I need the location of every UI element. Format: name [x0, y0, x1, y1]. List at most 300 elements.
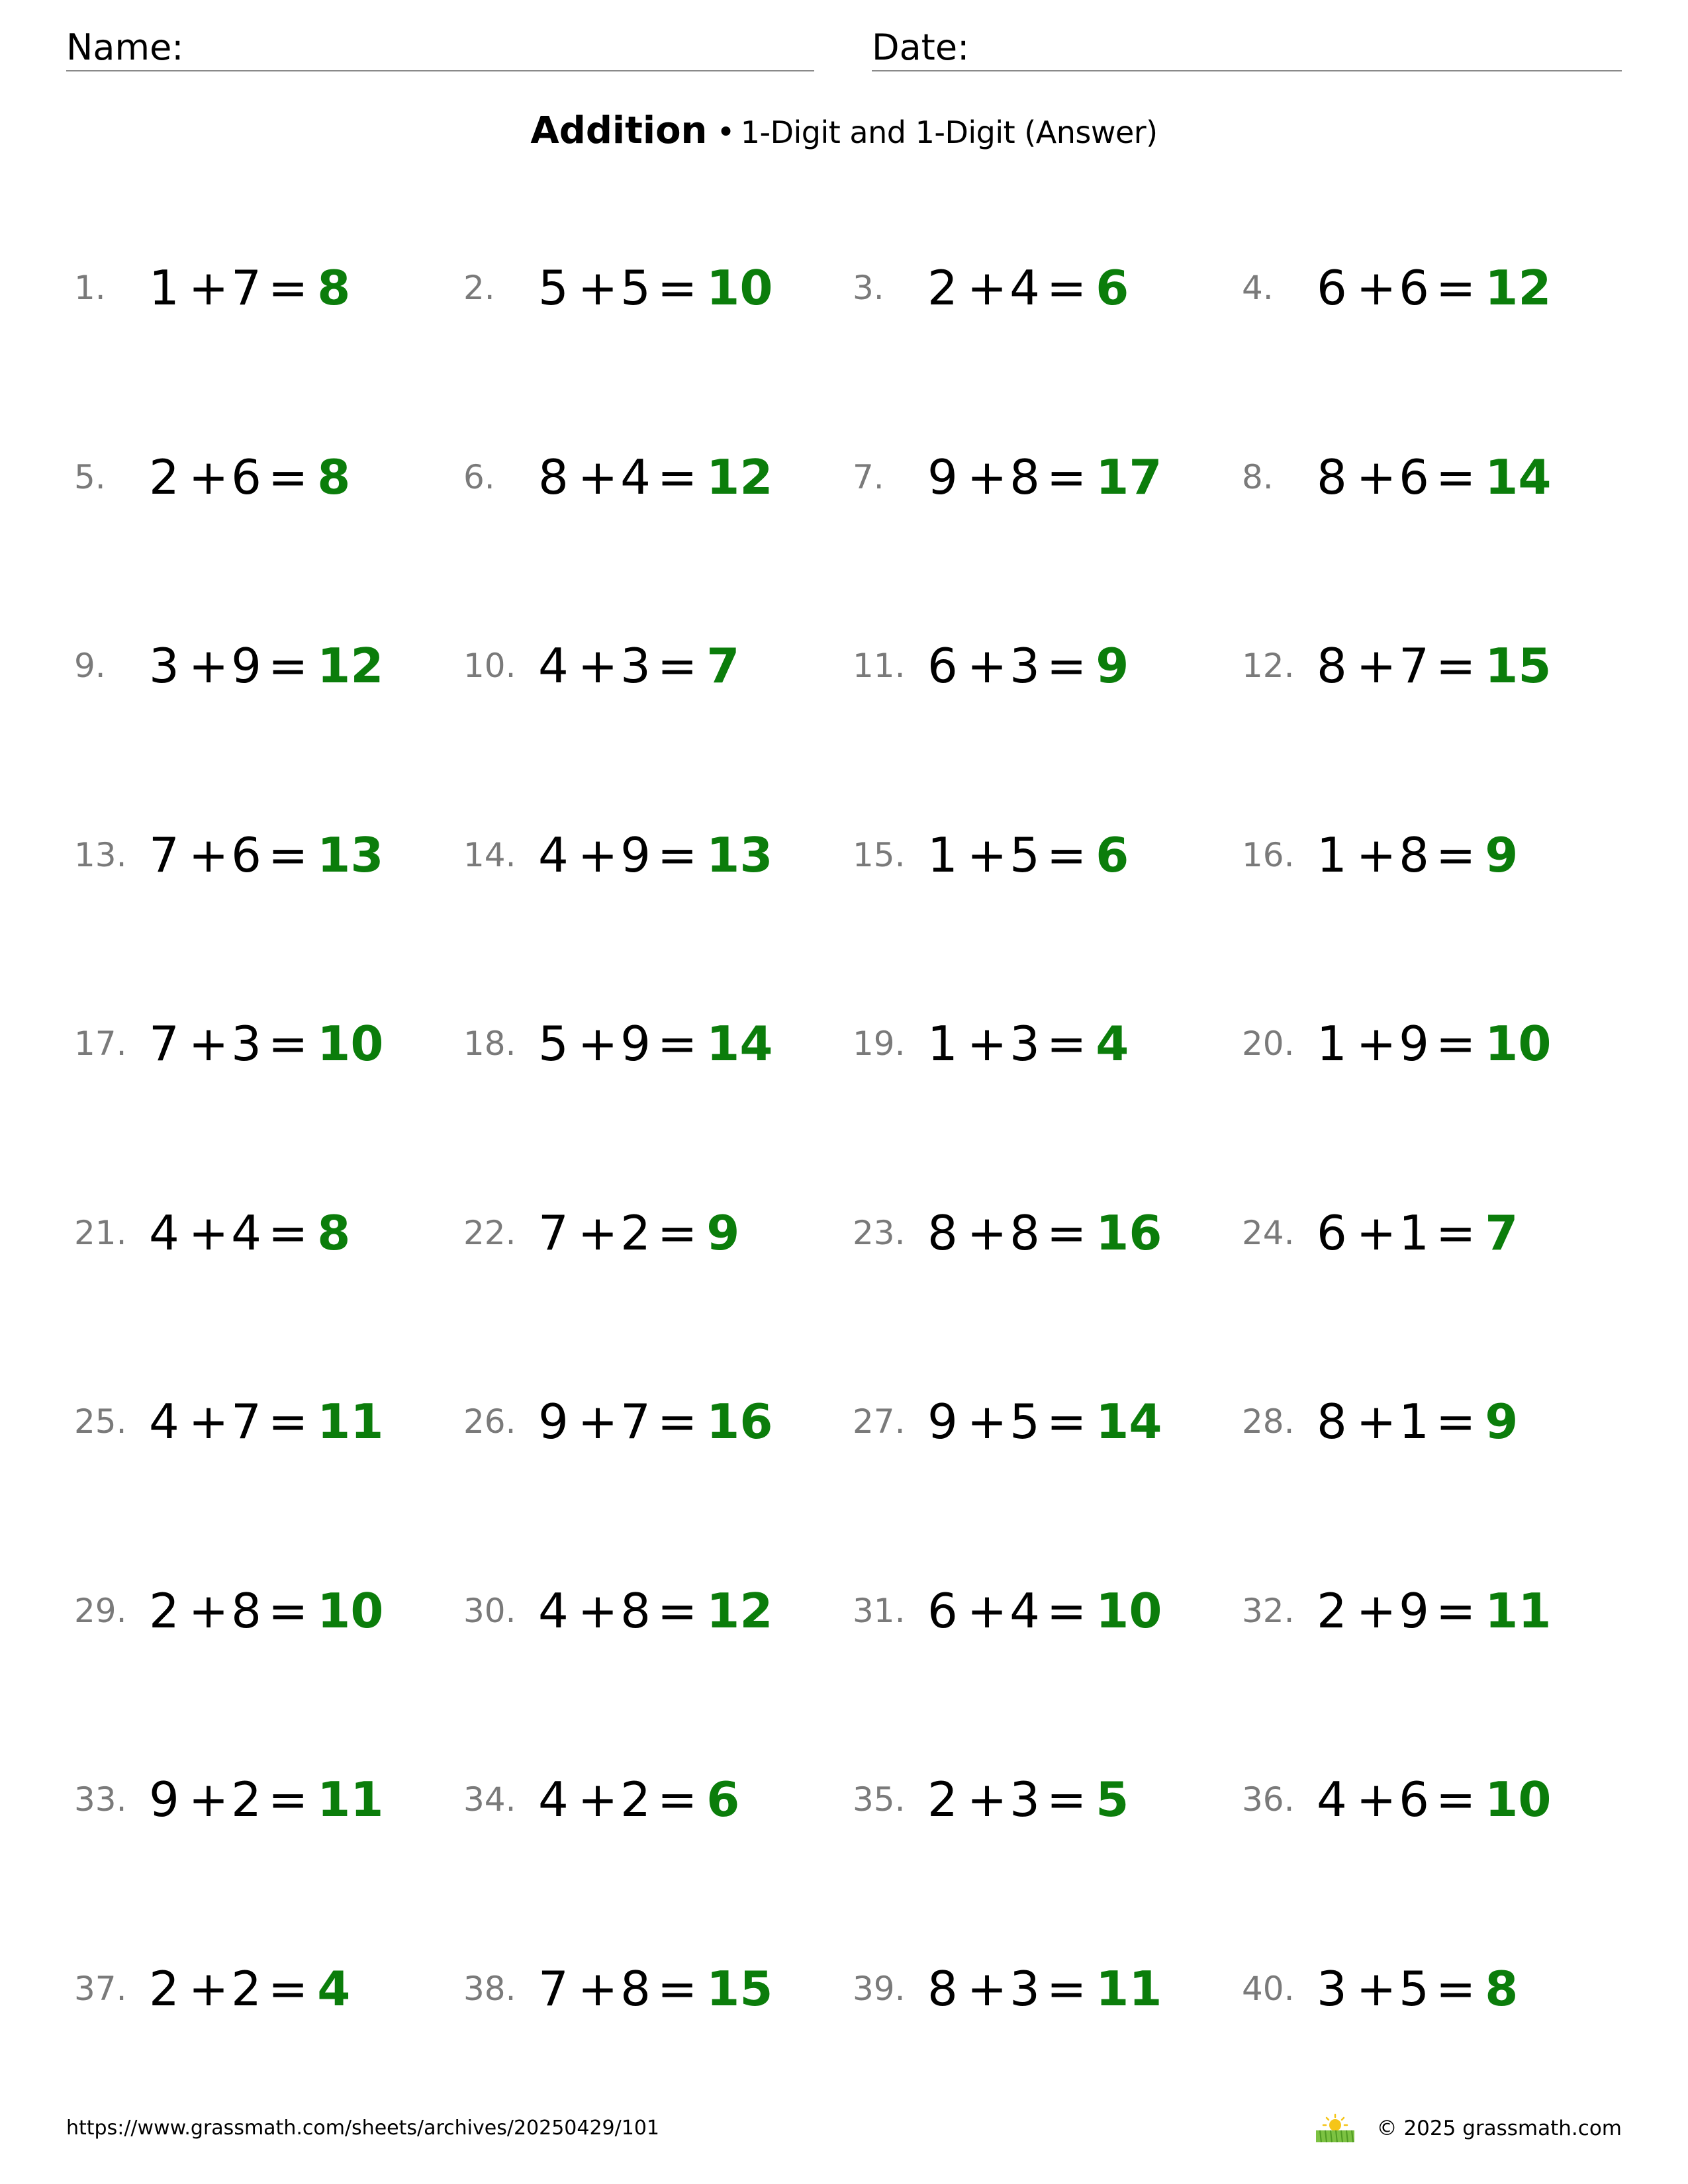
answer: 14 — [706, 1016, 773, 1071]
addend-a: 8 — [927, 1205, 958, 1261]
problem-item — [463, 819, 853, 891]
addend-b: 3 — [231, 1016, 261, 1071]
problem-number: 18. — [463, 1024, 516, 1063]
addend-b: 9 — [620, 827, 651, 883]
answer: 9 — [1485, 1394, 1519, 1449]
problem-number: 11. — [853, 647, 906, 685]
problem-item — [463, 251, 853, 324]
addend-b: 3 — [1009, 1016, 1040, 1071]
addend-a: 6 — [1317, 260, 1347, 316]
addend-a: 2 — [1317, 1582, 1347, 1639]
answer: 15 — [1485, 638, 1552, 694]
addend-b: 9 — [1399, 1582, 1429, 1639]
addend-b: 1 — [1399, 1394, 1429, 1449]
equals-sign: = — [657, 1016, 698, 1071]
problem-expression — [1317, 1583, 1485, 1639]
plus-operator: + — [577, 827, 618, 883]
addend-b: 9 — [620, 1016, 651, 1071]
equals-sign: = — [1046, 827, 1087, 883]
plus-operator: + — [188, 260, 229, 316]
plus-operator: + — [966, 1772, 1008, 1827]
addend-a: 5 — [538, 260, 569, 316]
problem-item — [853, 1197, 1242, 1269]
addend-a: 4 — [149, 1394, 179, 1449]
equals-sign: = — [1046, 1772, 1087, 1827]
plus-operator: + — [188, 1582, 229, 1639]
problem-number: 32. — [1242, 1591, 1295, 1630]
title-separator: • — [716, 114, 735, 151]
problem-expression — [1317, 1961, 1485, 2017]
answer: 6 — [706, 1772, 740, 1827]
problem-expression — [538, 1583, 706, 1639]
equals-sign: = — [267, 638, 308, 694]
problem-expression — [149, 1016, 317, 1071]
answer: 10 — [317, 1016, 384, 1071]
addend-b: 9 — [231, 638, 261, 694]
addend-b: 8 — [231, 1582, 261, 1639]
addend-b: 5 — [620, 260, 651, 316]
equals-sign: = — [657, 260, 698, 316]
addend-b: 6 — [1399, 260, 1429, 316]
addend-b: 6 — [1399, 1772, 1429, 1827]
problem-expression — [538, 1205, 706, 1261]
plus-operator: + — [1356, 1772, 1397, 1827]
problem-expression — [149, 1583, 317, 1639]
problem-number: 36. — [1242, 1780, 1295, 1819]
equals-sign: = — [267, 827, 308, 883]
addend-a: 1 — [927, 827, 958, 883]
problem-expression — [927, 1583, 1096, 1639]
problem-expression — [927, 638, 1096, 694]
plus-operator: + — [966, 449, 1008, 505]
name-field[interactable] — [66, 25, 814, 71]
addend-a: 2 — [927, 260, 958, 316]
plus-operator: + — [966, 827, 1008, 883]
answer: 14 — [1096, 1394, 1162, 1449]
problem-expression — [1317, 1394, 1485, 1449]
answer: 9 — [706, 1205, 740, 1261]
addend-a: 7 — [538, 1960, 569, 2017]
problem-item — [74, 819, 463, 891]
date-label: Date: — [872, 26, 970, 68]
plus-operator: + — [966, 1582, 1008, 1639]
plus-operator: + — [577, 449, 618, 505]
problem-item — [463, 629, 853, 702]
plus-operator: + — [966, 1205, 1008, 1261]
problem-number: 20. — [1242, 1024, 1295, 1063]
footer-url[interactable]: https://www.grassmath.com/sheets/archives/20250429/101 — [66, 2116, 660, 2140]
problem-expression — [538, 1772, 706, 1827]
equals-sign: = — [1046, 449, 1087, 505]
equals-sign: = — [657, 1394, 698, 1449]
addend-b: 8 — [620, 1960, 651, 2017]
answer: 13 — [317, 827, 384, 883]
addend-a: 4 — [538, 1582, 569, 1639]
problem-number: 40. — [1242, 1969, 1295, 2008]
answer: 10 — [1485, 1016, 1552, 1071]
equals-sign: = — [267, 449, 308, 505]
problem-expression — [538, 260, 706, 316]
addend-b: 2 — [231, 1960, 261, 2017]
problem-number: 28. — [1242, 1402, 1295, 1441]
problem-item — [853, 441, 1242, 514]
equals-sign: = — [1435, 1960, 1476, 2017]
title-subtitle: 1-Digit and 1-Digit (Answer) — [740, 114, 1158, 150]
problem-number: 29. — [74, 1591, 127, 1630]
problem-number: 13. — [74, 835, 127, 874]
problem-item — [463, 1574, 853, 1647]
plus-operator: + — [577, 1582, 618, 1639]
answer: 7 — [1485, 1205, 1519, 1261]
answer: 11 — [317, 1394, 384, 1449]
problem-expression — [538, 1394, 706, 1449]
problem-expression — [1317, 1205, 1485, 1261]
problem-expression — [149, 1205, 317, 1261]
addend-b: 2 — [620, 1772, 651, 1827]
footer-brand — [1313, 2111, 1622, 2146]
addend-b: 7 — [231, 1394, 261, 1449]
plus-operator: + — [966, 1394, 1008, 1449]
addend-b: 3 — [1009, 1772, 1040, 1827]
addend-b: 5 — [1009, 1394, 1040, 1449]
plus-operator: + — [188, 638, 229, 694]
addend-a: 2 — [149, 1582, 179, 1639]
addend-b: 5 — [1399, 1960, 1429, 2017]
answer: 17 — [1096, 449, 1162, 505]
problem-expression — [538, 1016, 706, 1071]
problem-item — [74, 1952, 463, 2025]
problem-expression — [149, 1772, 317, 1827]
equals-sign: = — [1435, 449, 1476, 505]
answer: 6 — [1096, 260, 1129, 316]
problem-number: 3. — [853, 269, 884, 307]
plus-operator: + — [1356, 638, 1397, 694]
addend-a: 8 — [538, 449, 569, 505]
problem-grid — [74, 251, 1630, 2141]
plus-operator: + — [577, 638, 618, 694]
answer: 12 — [317, 638, 384, 694]
problem-item — [74, 441, 463, 514]
answer: 16 — [706, 1394, 773, 1449]
addend-a: 2 — [927, 1772, 958, 1827]
problem-number: 2. — [463, 269, 495, 307]
problem-item — [1242, 1385, 1630, 1458]
plus-operator: + — [577, 1960, 618, 2017]
problem-item — [463, 1763, 853, 1836]
answer: 11 — [1096, 1960, 1162, 2017]
answer: 11 — [317, 1772, 384, 1827]
addend-b: 4 — [620, 449, 651, 505]
problem-item — [853, 819, 1242, 891]
problem-expression — [1317, 449, 1485, 505]
addend-b: 8 — [1399, 827, 1429, 883]
grass-sun-logo-icon — [1313, 2113, 1357, 2144]
problem-expression — [927, 449, 1096, 505]
plus-operator: + — [188, 1016, 229, 1071]
plus-operator: + — [1356, 1960, 1397, 2017]
problem-number: 19. — [853, 1024, 906, 1063]
answer: 10 — [1096, 1582, 1162, 1639]
plus-operator: + — [1356, 1016, 1397, 1071]
plus-operator: + — [577, 1016, 618, 1071]
problem-item — [74, 1763, 463, 1836]
problem-item — [853, 251, 1242, 324]
answer: 8 — [317, 260, 351, 316]
problem-number: 24. — [1242, 1213, 1295, 1252]
title-main: Addition — [530, 109, 708, 152]
equals-sign: = — [267, 1582, 308, 1639]
problem-expression — [1317, 1016, 1485, 1071]
problem-number: 9. — [74, 647, 106, 685]
problem-expression — [1317, 260, 1485, 316]
equals-sign: = — [1435, 1772, 1476, 1827]
problem-item — [1242, 1763, 1630, 1836]
problem-number: 7. — [853, 457, 884, 496]
problem-number: 31. — [853, 1591, 906, 1630]
problem-number: 14. — [463, 835, 516, 874]
answer: 12 — [706, 1582, 773, 1639]
equals-sign: = — [1435, 638, 1476, 694]
equals-sign: = — [1046, 1960, 1087, 2017]
answer: 9 — [1096, 638, 1129, 694]
problem-number: 39. — [853, 1969, 906, 2008]
problem-expression — [927, 260, 1096, 316]
problem-expression — [149, 1961, 317, 2017]
plus-operator: + — [577, 260, 618, 316]
addend-b: 4 — [1009, 1582, 1040, 1639]
addend-b: 3 — [1009, 638, 1040, 694]
plus-operator: + — [188, 1772, 229, 1827]
problem-item — [74, 1007, 463, 1080]
problem-item — [74, 251, 463, 324]
problem-item — [463, 1197, 853, 1269]
plus-operator: + — [1356, 1394, 1397, 1449]
equals-sign: = — [267, 1960, 308, 2017]
problem-number: 1. — [74, 269, 106, 307]
plus-operator: + — [1356, 1582, 1397, 1639]
problem-number: 35. — [853, 1780, 906, 1819]
problem-expression — [149, 827, 317, 883]
problem-item — [853, 1385, 1242, 1458]
addend-a: 1 — [1317, 827, 1347, 883]
addend-b: 4 — [1009, 260, 1040, 316]
problem-number: 16. — [1242, 835, 1295, 874]
answer: 8 — [317, 1205, 351, 1261]
addend-b: 4 — [231, 1205, 261, 1261]
addend-a: 8 — [1317, 638, 1347, 694]
equals-sign: = — [657, 449, 698, 505]
problem-expression — [1317, 1772, 1485, 1827]
problem-number: 8. — [1242, 457, 1274, 496]
problem-number: 5. — [74, 457, 106, 496]
date-field[interactable] — [872, 25, 1622, 71]
plus-operator: + — [577, 1394, 618, 1449]
addend-a: 4 — [1317, 1772, 1347, 1827]
equals-sign: = — [657, 638, 698, 694]
equals-sign: = — [1435, 1582, 1476, 1639]
problem-expression — [538, 827, 706, 883]
addend-a: 2 — [149, 449, 179, 505]
addend-b: 7 — [1399, 638, 1429, 694]
equals-sign: = — [1435, 1394, 1476, 1449]
addend-a: 7 — [538, 1205, 569, 1261]
plus-operator: + — [1356, 260, 1397, 316]
problem-expression — [538, 449, 706, 505]
answer: 7 — [706, 638, 740, 694]
addend-b: 8 — [1009, 1205, 1040, 1261]
plus-operator: + — [188, 1960, 229, 2017]
addend-a: 4 — [538, 1772, 569, 1827]
plus-operator: + — [188, 1394, 229, 1449]
answer: 4 — [1096, 1016, 1129, 1071]
answer: 10 — [317, 1582, 384, 1639]
addend-a: 6 — [927, 1582, 958, 1639]
problem-number: 25. — [74, 1402, 127, 1441]
problem-item — [1242, 251, 1630, 324]
addend-a: 9 — [149, 1772, 179, 1827]
problem-item — [1242, 819, 1630, 891]
equals-sign: = — [657, 827, 698, 883]
equals-sign: = — [1046, 1394, 1087, 1449]
problem-number: 12. — [1242, 647, 1295, 685]
plus-operator: + — [966, 1016, 1008, 1071]
addend-b: 3 — [620, 638, 651, 694]
addend-b: 1 — [1399, 1205, 1429, 1261]
problem-expression — [538, 638, 706, 694]
problem-expression — [927, 1016, 1096, 1071]
equals-sign: = — [657, 1772, 698, 1827]
answer: 8 — [1485, 1960, 1519, 2017]
equals-sign: = — [1046, 638, 1087, 694]
addend-a: 4 — [538, 827, 569, 883]
plus-operator: + — [1356, 449, 1397, 505]
problem-number: 4. — [1242, 269, 1274, 307]
addend-a: 2 — [149, 1960, 179, 2017]
equals-sign: = — [1435, 260, 1476, 316]
problem-item — [1242, 441, 1630, 514]
problem-expression — [149, 260, 317, 316]
problem-item — [74, 1197, 463, 1269]
equals-sign: = — [657, 1960, 698, 2017]
problem-item — [74, 1385, 463, 1458]
plus-operator: + — [1356, 1205, 1397, 1261]
problem-expression — [149, 1394, 317, 1449]
addend-b: 6 — [1399, 449, 1429, 505]
addend-b: 7 — [231, 260, 261, 316]
answer: 14 — [1485, 449, 1552, 505]
addend-a: 3 — [149, 638, 179, 694]
answer: 12 — [706, 449, 773, 505]
plus-operator: + — [1356, 827, 1397, 883]
addend-b: 8 — [1009, 449, 1040, 505]
answer: 12 — [1485, 260, 1552, 316]
equals-sign: = — [1046, 260, 1087, 316]
addend-a: 9 — [927, 1394, 958, 1449]
addend-b: 6 — [231, 827, 261, 883]
problem-item — [1242, 1197, 1630, 1269]
equals-sign: = — [267, 1394, 308, 1449]
problem-expression — [149, 449, 317, 505]
problem-number: 15. — [853, 835, 906, 874]
equals-sign: = — [267, 260, 308, 316]
problem-expression — [927, 1394, 1096, 1449]
problem-item — [463, 441, 853, 514]
addend-b: 9 — [1399, 1016, 1429, 1071]
problem-number: 27. — [853, 1402, 906, 1441]
plus-operator: + — [188, 449, 229, 505]
equals-sign: = — [1435, 1205, 1476, 1261]
plus-operator: + — [577, 1205, 618, 1261]
problem-expression — [1317, 827, 1485, 883]
problem-expression — [927, 827, 1096, 883]
addend-b: 6 — [231, 449, 261, 505]
addend-b: 8 — [620, 1582, 651, 1639]
addend-b: 7 — [620, 1394, 651, 1449]
problem-item — [463, 1952, 853, 2025]
addend-a: 7 — [149, 827, 179, 883]
problem-item — [1242, 629, 1630, 702]
answer: 10 — [706, 260, 773, 316]
answer: 15 — [706, 1960, 773, 2017]
problem-item — [1242, 1007, 1630, 1080]
addend-a: 3 — [1317, 1960, 1347, 2017]
answer: 10 — [1485, 1772, 1552, 1827]
addend-a: 9 — [538, 1394, 569, 1449]
addend-a: 1 — [927, 1016, 958, 1071]
copyright-text: © 2025 grassmath.com — [1376, 2116, 1622, 2140]
problem-expression — [149, 638, 317, 694]
problem-number: 22. — [463, 1213, 516, 1252]
plus-operator: + — [188, 827, 229, 883]
equals-sign: = — [657, 1582, 698, 1639]
answer: 11 — [1485, 1582, 1552, 1639]
addend-a: 8 — [927, 1960, 958, 2017]
addend-b: 5 — [1009, 827, 1040, 883]
problem-item — [74, 1574, 463, 1647]
problem-item — [853, 1763, 1242, 1836]
problem-expression — [1317, 638, 1485, 694]
problem-number: 23. — [853, 1213, 906, 1252]
addend-a: 6 — [1317, 1205, 1347, 1261]
equals-sign: = — [1435, 1016, 1476, 1071]
addend-a: 8 — [1317, 449, 1347, 505]
problem-number: 26. — [463, 1402, 516, 1441]
equals-sign: = — [657, 1205, 698, 1261]
problem-number: 10. — [463, 647, 516, 685]
problem-item — [1242, 1574, 1630, 1647]
name-label: Name: — [66, 26, 184, 68]
addend-b: 2 — [231, 1772, 261, 1827]
problem-number: 33. — [74, 1780, 127, 1819]
problem-item — [463, 1385, 853, 1458]
addend-a: 1 — [149, 260, 179, 316]
problem-number: 21. — [74, 1213, 127, 1252]
addend-a: 8 — [1317, 1394, 1347, 1449]
plus-operator: + — [966, 260, 1008, 316]
addend-a: 6 — [927, 638, 958, 694]
problem-number: 17. — [74, 1024, 127, 1063]
plus-operator: + — [966, 1960, 1008, 2017]
problem-number: 37. — [74, 1969, 127, 2008]
answer: 9 — [1485, 827, 1519, 883]
answer: 16 — [1096, 1205, 1162, 1261]
addend-a: 5 — [538, 1016, 569, 1071]
answer: 6 — [1096, 827, 1129, 883]
addend-a: 7 — [149, 1016, 179, 1071]
problem-number: 30. — [463, 1591, 516, 1630]
problem-expression — [927, 1205, 1096, 1261]
problem-expression — [538, 1961, 706, 2017]
